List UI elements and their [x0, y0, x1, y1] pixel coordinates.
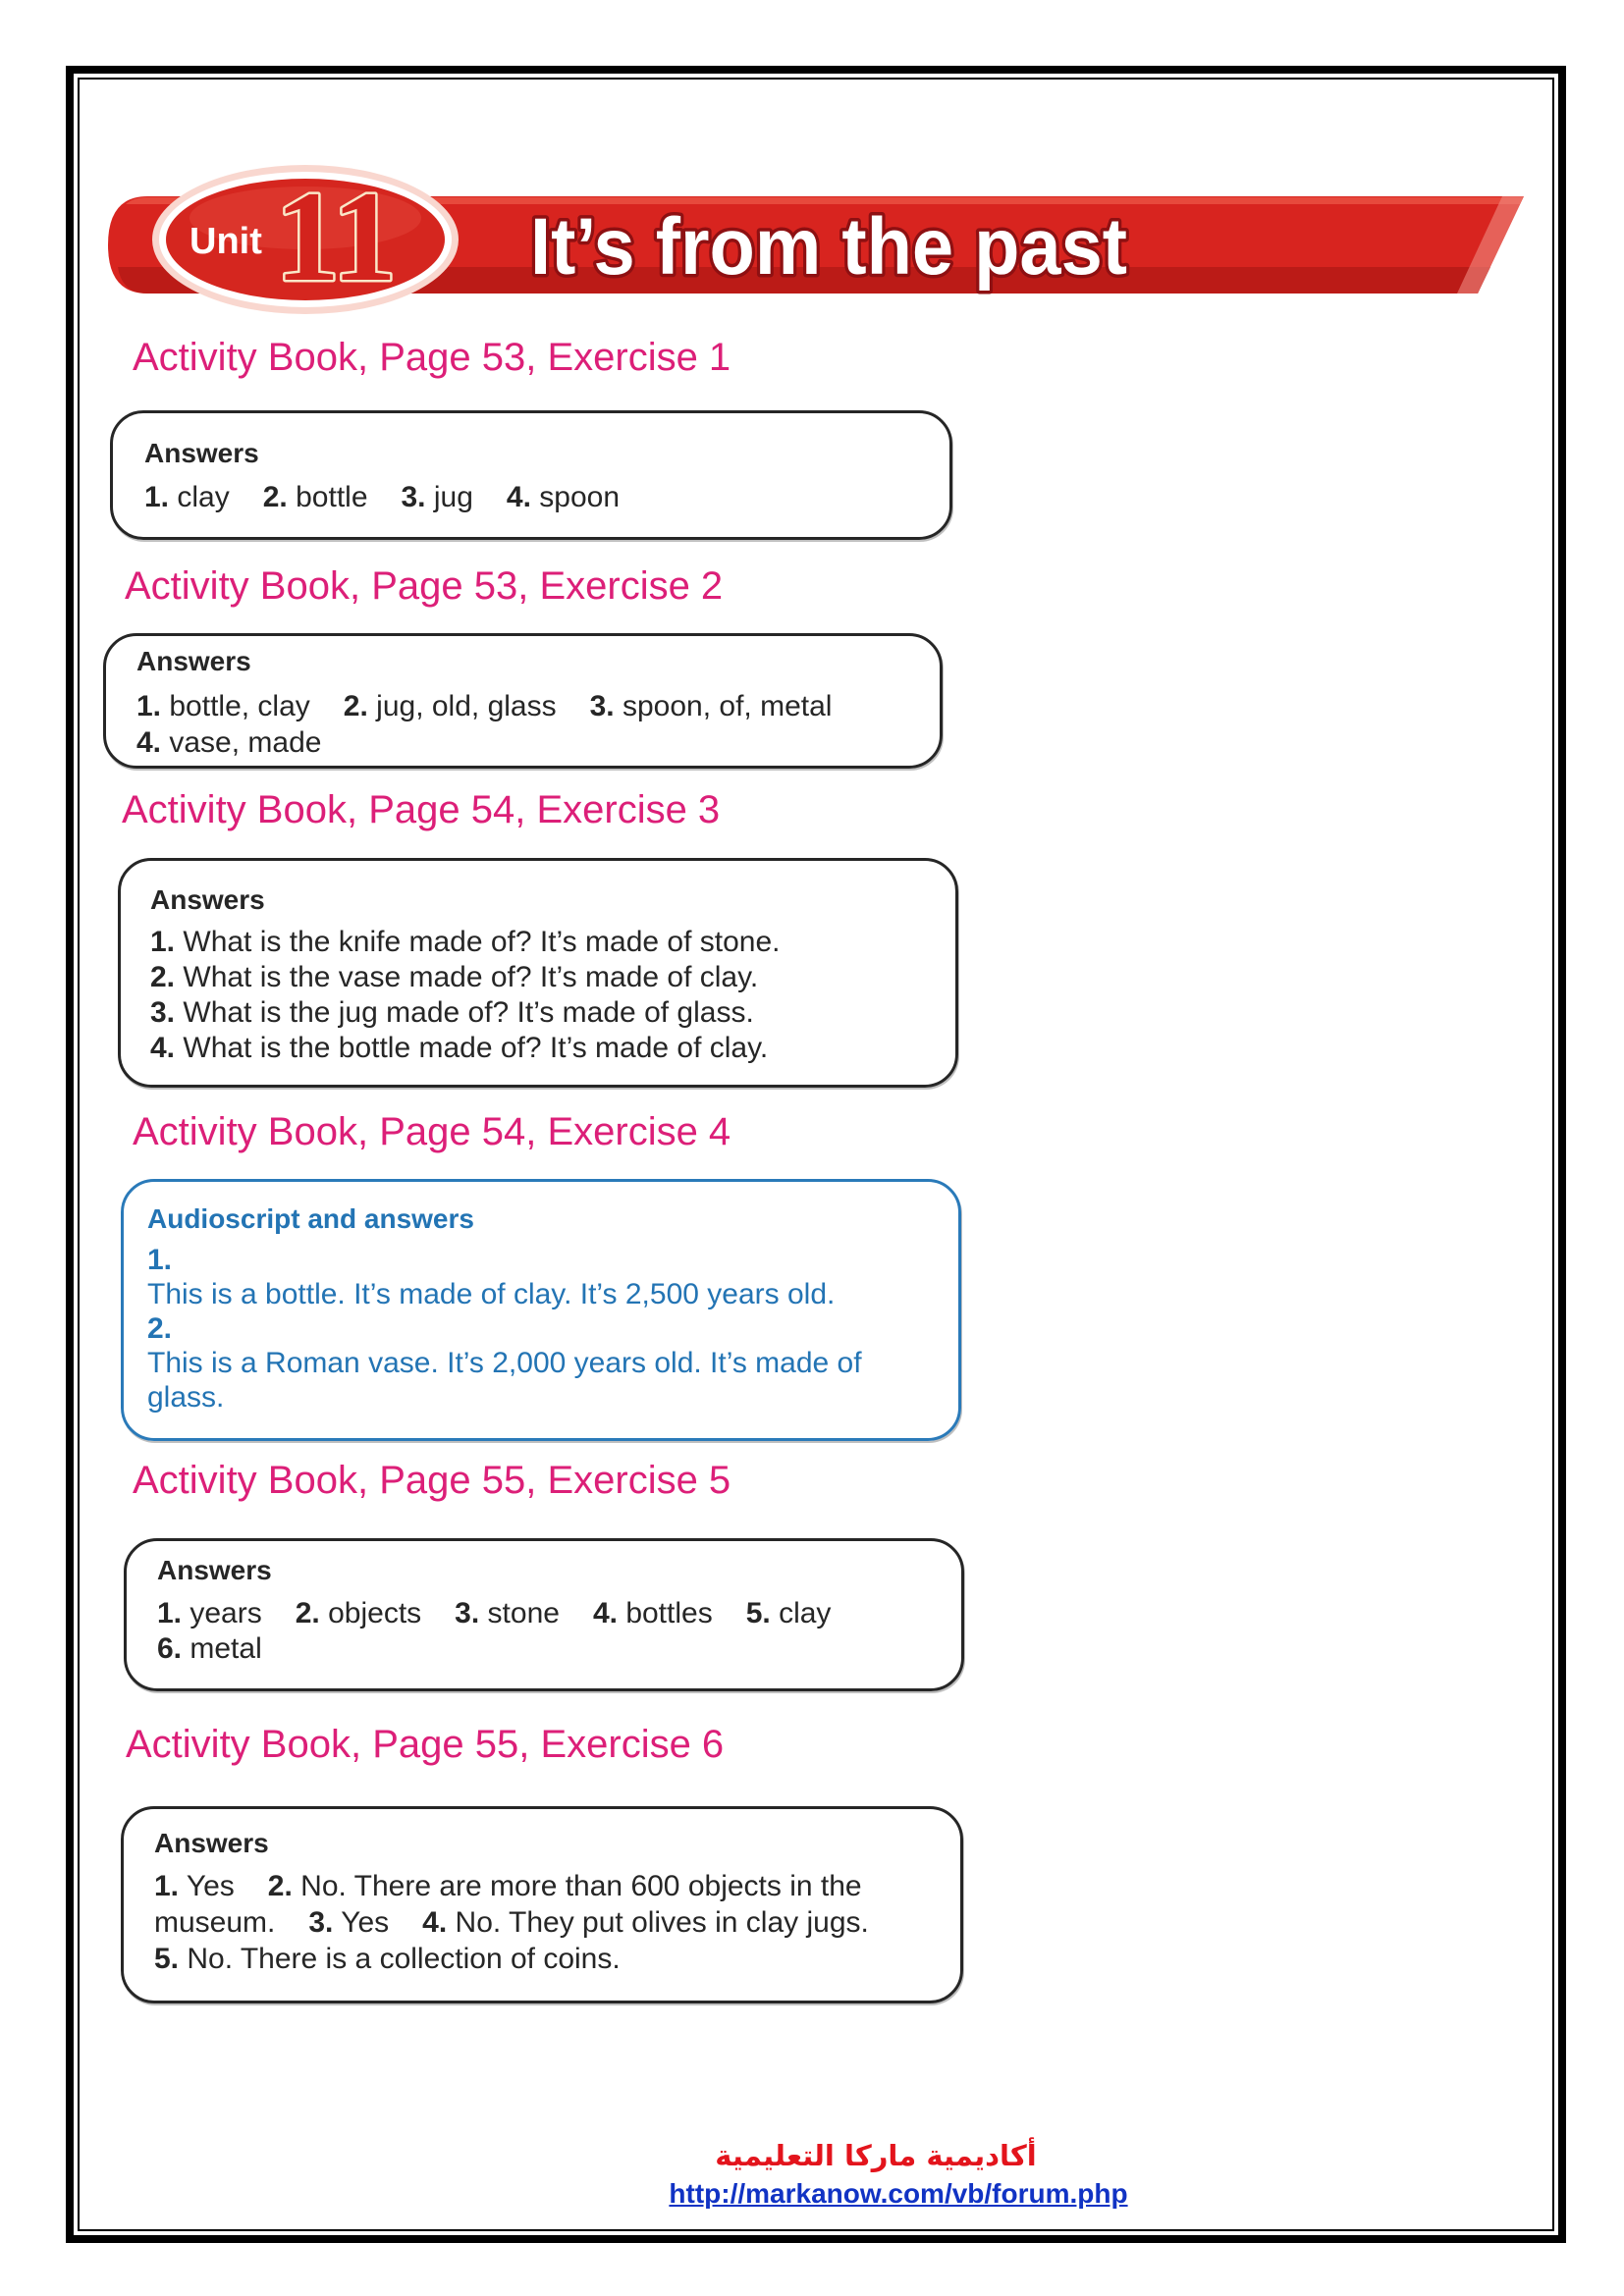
answers-label: Answers [136, 646, 251, 676]
answer-number: 2. [150, 961, 176, 993]
answer-item [136, 688, 310, 724]
answer-number: 2. [267, 1870, 293, 1902]
answer-number: 4. [136, 726, 162, 759]
answer-item [154, 1904, 275, 1941]
answer-item [422, 1904, 869, 1941]
answer-text: vase, made [169, 726, 322, 759]
audioscript-text: glass. [147, 1381, 225, 1414]
answer-line [150, 1031, 955, 1066]
answer-item [144, 480, 230, 515]
answer-text: metal [189, 1632, 262, 1665]
answer-number: 4. [422, 1906, 448, 1939]
answer-number: 1. [144, 481, 170, 513]
answer-text: What is the jug made of? It’s made of glass. [183, 996, 754, 1029]
answer-text: No. They put olives in clay jugs. [455, 1906, 869, 1939]
answer-item [593, 1596, 713, 1631]
answer-item [136, 724, 321, 761]
answer-number: 1. [154, 1870, 180, 1902]
exercise-heading: Activity Book, Page 54, Exercise 3 [122, 788, 721, 831]
exercise-heading: Activity Book, Page 53, Exercise 2 [125, 564, 724, 608]
unit-banner [0, 0, 1624, 334]
answer-number: 1. [150, 926, 176, 958]
answer-item [344, 688, 557, 724]
answer-item [507, 480, 620, 515]
answer-item [157, 1596, 262, 1631]
audioscript-text: This is a Roman vase. It’s 2,000 years old. It’s made of [147, 1347, 862, 1379]
answer-line [144, 480, 949, 515]
answer-number: 1. [157, 1597, 183, 1629]
answer-text: years [189, 1597, 262, 1629]
answer-item [150, 960, 758, 995]
answer-number: 3. [401, 481, 426, 513]
answer-line [150, 995, 955, 1031]
answer-number: 3. [455, 1597, 480, 1629]
answer-text: What is the bottle made of? It’s made of clay. [183, 1032, 769, 1064]
answers-box [121, 1806, 963, 2003]
answer-item [150, 1031, 768, 1066]
answers-box [110, 410, 952, 540]
answers-label: Answers [144, 438, 259, 468]
answer-line [157, 1631, 961, 1667]
answer-text: bottles [625, 1597, 713, 1629]
exercise-heading: Activity Book, Page 55, Exercise 5 [133, 1459, 731, 1502]
answer-text: bottle, clay [169, 690, 310, 722]
answer-line [150, 960, 955, 995]
answer-item [296, 1596, 421, 1631]
answers-box [103, 633, 943, 769]
answer-line [154, 1904, 960, 1941]
audioscript-line [147, 1277, 958, 1311]
audioscript-number: 2. [147, 1312, 173, 1345]
answer-text: stone [487, 1597, 560, 1629]
audioscript-text: This is a bottle. It’s made of clay. It’s 2,500 years old. [147, 1278, 836, 1310]
exercise-heading: Activity Book, Page 53, Exercise 1 [133, 336, 731, 379]
audioscript-line [147, 1346, 958, 1380]
answer-item [402, 480, 473, 515]
audioscript-box [121, 1179, 961, 1441]
answer-number: 6. [157, 1632, 183, 1665]
answer-number: 3. [589, 690, 615, 722]
answer-text: clay [177, 481, 230, 513]
answer-item [746, 1596, 832, 1631]
answer-text: museum. [154, 1906, 276, 1939]
answer-item [154, 1868, 235, 1904]
answer-item [150, 925, 780, 960]
answer-item [154, 1941, 621, 1977]
audioscript-item [147, 1243, 172, 1277]
answer-text: bottle [296, 481, 368, 513]
forum-link[interactable]: http://markanow.com/vb/forum.php [669, 2178, 1128, 2209]
audioscript-line [147, 1311, 958, 1346]
answer-number: 5. [154, 1943, 180, 1975]
exercise-heading: Activity Book, Page 54, Exercise 4 [133, 1110, 731, 1153]
audioscript-line [147, 1380, 958, 1415]
answer-line [136, 688, 940, 724]
answer-item [150, 995, 754, 1031]
answer-line [150, 925, 955, 960]
answer-text: No. There is a collection of coins. [187, 1943, 621, 1975]
answer-text: clay [779, 1597, 832, 1629]
academy-name: أكاديمية ماركا التعليمية [715, 2139, 1037, 2172]
audioscript-item [147, 1311, 172, 1346]
answer-number: 4. [592, 1597, 618, 1629]
answer-line [136, 724, 940, 761]
answer-text: spoon, of, metal [623, 690, 833, 722]
answer-text: What is the knife made of? It’s made of stone. [183, 926, 781, 958]
unit-title: It’s from the past [530, 202, 1127, 292]
answer-item [590, 688, 833, 724]
answers-box [118, 858, 958, 1088]
answer-text: Yes [341, 1906, 390, 1939]
audioscript-item [147, 1380, 224, 1415]
unit-label: Unit [189, 221, 262, 262]
answer-line [154, 1941, 960, 1977]
answer-number: 2. [295, 1597, 320, 1629]
answer-number: 3. [150, 996, 176, 1029]
audioscript-item [147, 1346, 862, 1380]
answers-label: Answers [150, 884, 265, 915]
audioscript-number: 1. [147, 1244, 173, 1276]
answer-text: jug [433, 481, 473, 513]
answer-number: 5. [745, 1597, 771, 1629]
answer-item [308, 1904, 389, 1941]
answer-text: What is the vase made of? It’s made of clay. [183, 961, 759, 993]
answer-item [455, 1596, 560, 1631]
answer-line [157, 1596, 961, 1631]
answer-line [154, 1868, 960, 1904]
unit-number: 11 [275, 164, 397, 308]
answer-number: 1. [136, 690, 162, 722]
exercise-heading: Activity Book, Page 55, Exercise 6 [126, 1723, 725, 1766]
answer-number: 2. [343, 690, 368, 722]
answer-number: 4. [150, 1032, 176, 1064]
answers-label: Answers [154, 1828, 269, 1858]
answer-text: No. There are more than 600 objects in the [300, 1870, 862, 1902]
answer-text: Yes [186, 1870, 235, 1902]
audioscript-line [147, 1243, 958, 1277]
audioscript-label: Audioscript and answers [147, 1203, 474, 1234]
answer-text: jug, old, glass [376, 690, 557, 722]
answer-item [268, 1868, 862, 1904]
answer-number: 2. [262, 481, 288, 513]
answers-label: Answers [157, 1555, 272, 1585]
answers-box [124, 1538, 964, 1691]
audioscript-item [147, 1277, 835, 1311]
answer-item [263, 480, 368, 515]
answer-number: 3. [308, 1906, 334, 1939]
answer-item [157, 1631, 262, 1667]
answer-number: 4. [506, 481, 531, 513]
answer-text: objects [328, 1597, 422, 1629]
answer-text: spoon [539, 481, 621, 513]
